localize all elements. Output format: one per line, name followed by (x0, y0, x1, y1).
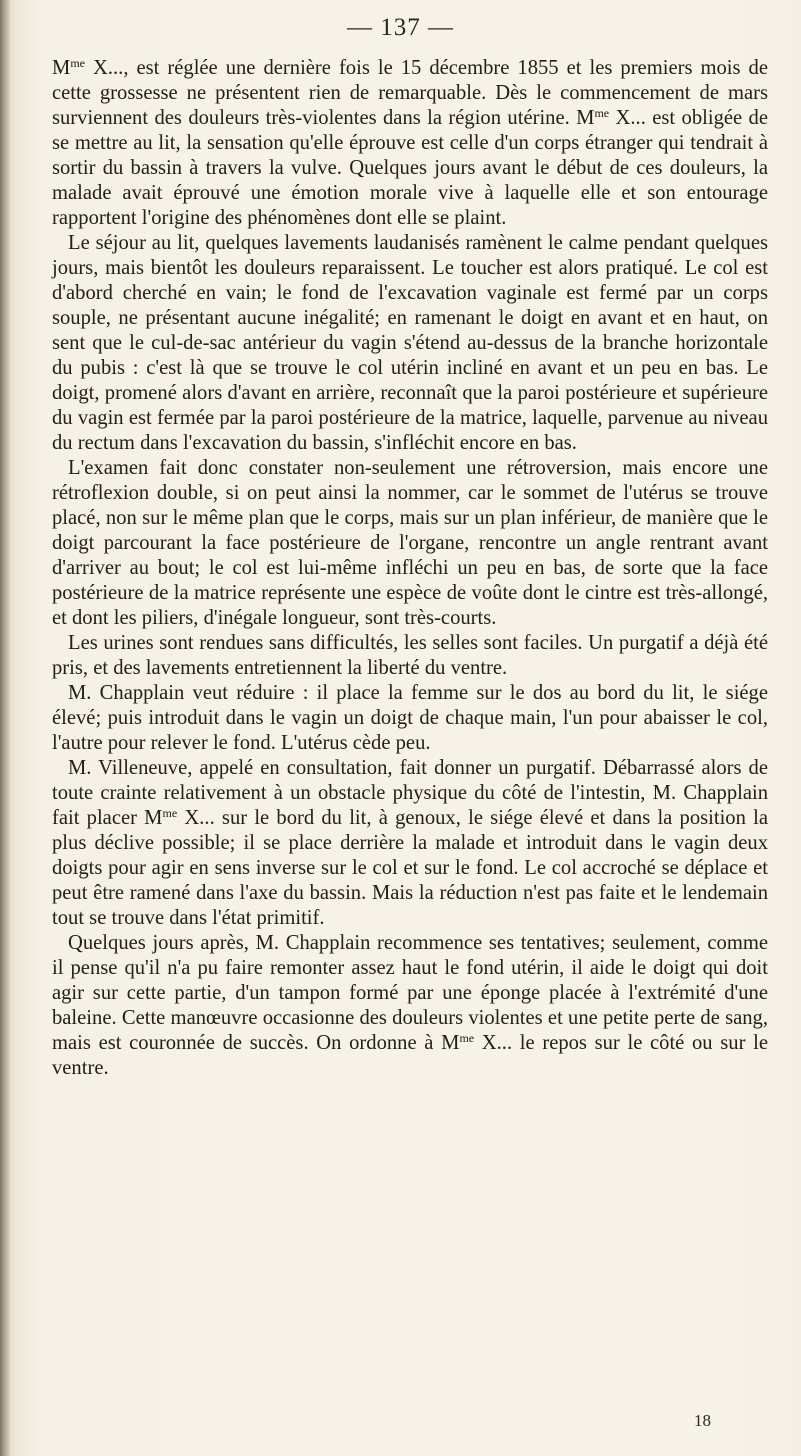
text-run: L'examen fait donc constater non-seulement une rétroversion, mais encore une rétroflexion double, si on peut ainsi la nommer, car le sommet de l'utérus se trouve placé, non sur le même plan que le corps, mais sur un plan inférieur, de manière que le doigt parcourant la face postérieure de l'organe, rencontre un angle rentrant avant d'arriver au bout; le col est lui-même infléchi un peu en bas, de sorte que la face postérieure de la matrice représente une espèce de voûte dont le cintre est très-allongé, et dont les piliers, d'inégale longueur, sont très-courts. (52, 457, 768, 629)
superscript-abbrev: me (594, 106, 610, 120)
text-run: X..., est réglée une dernière fois le 15 décembre 1855 et les premiers mois de cette grossesse ne présentent rien de remarquable. Dès le commencement de mars surviennent des douleurs très-violentes dans la région utérine. M (52, 57, 768, 129)
text-run: M. Villeneuve, appelé en consultation, fait donner un purgatif. Débarrassé alors de toute crainte relativement à un obstacle physique du côté de l'intestin, M. Chapplain fait placer M (52, 757, 768, 829)
superscript-abbrev: me (162, 806, 178, 820)
text-run: M (52, 57, 71, 79)
signature-mark: 18 (694, 1411, 711, 1430)
superscript-abbrev: me (70, 56, 85, 70)
text-run: Les urines sont rendues sans difficultés, les selles sont faciles. Un purgatif a déjà été pris, et des lavements entretiennent la liberté du ventre. (52, 632, 768, 679)
page-number: — 137 — (347, 14, 454, 41)
text-run: M. Chapplain veut réduire : il place la femme sur le dos au bord du lit, le siége élevé; puis introduit dans le vagin un doigt de chaque main, l'un pour abaisser le col, l'autre pour relever le fond. L'utérus cède peu. (52, 682, 768, 754)
paragraph (52, 756, 768, 931)
paragraph (52, 231, 768, 456)
paragraph (52, 456, 768, 631)
paragraph (52, 56, 768, 231)
paragraph (52, 631, 768, 681)
text-run: X... le repos sur le côté ou sur le ventre. (52, 1032, 768, 1079)
text-run: X... est obligée de se mettre au lit, la sensation qu'elle éprouve est celle d'un corps étranger qui tendrait à sortir du bassin à travers la vulve. Quelques jours avant le début de ces douleurs, la malade avait éprouvé une émotion morale vive à laquelle elle et son entourage rapportent l'origine des phénomènes dont elle se plaint. (52, 107, 768, 229)
text-run: X... sur le bord du lit, à genoux, le siége élevé et dans la position la plus déclive possible; il se place derrière la malade et introduit dans le vagin deux doigts pour agir en sens inverse sur le col et sur le fond. Le col accroché se déplace et peut être ramené dans l'axe du bassin. Mais la réduction n'est pas faite et le lendemain tout se trouve dans l'état primitif. (52, 807, 768, 929)
page-binding-edge (0, 0, 10, 1456)
text-run: Quelques jours après, M. Chapplain recommence ses tentatives; seulement, comme il pense qu'il n'a pu faire remonter assez haut le fond utérin, il aide le doigt qui doit agir sur cette partie, d'un tampon formé par une éponge placée à l'extrémité d'une baleine. Cette manœuvre occasionne des douleurs violentes et une petite perte de sang, mais est couronnée de succès. On ordonne à M (52, 932, 768, 1054)
body-text (52, 56, 768, 1081)
superscript-abbrev: me (459, 1031, 475, 1045)
paragraph (52, 681, 768, 756)
paragraph (52, 931, 768, 1081)
text-run: Le séjour au lit, quelques lavements laudanisés ramènent le calme pendant quelques jours, mais bientôt les douleurs reparaissent. Le toucher est alors pratiqué. Le col est d'abord cherché en vain; le fond de l'excavation vaginale est fermé par un corps souple, ne présentant aucune inégalité; en ramenant le doigt en avant et en haut, on sent que le cul-de-sac antérieur du vagin s'étend au-dessus de la branche horizontale du pubis : c'est là que se trouve le col utérin incliné en avant et un peu en bas. Le doigt, promené alors d'avant en arrière, reconnaît que la paroi postérieure et supérieure du vagin est fermée par la paroi postérieure de la matrice, laquelle, parvenue au niveau du rectum dans l'excavation du bassin, s'infléchit encore en bas. (52, 232, 768, 454)
